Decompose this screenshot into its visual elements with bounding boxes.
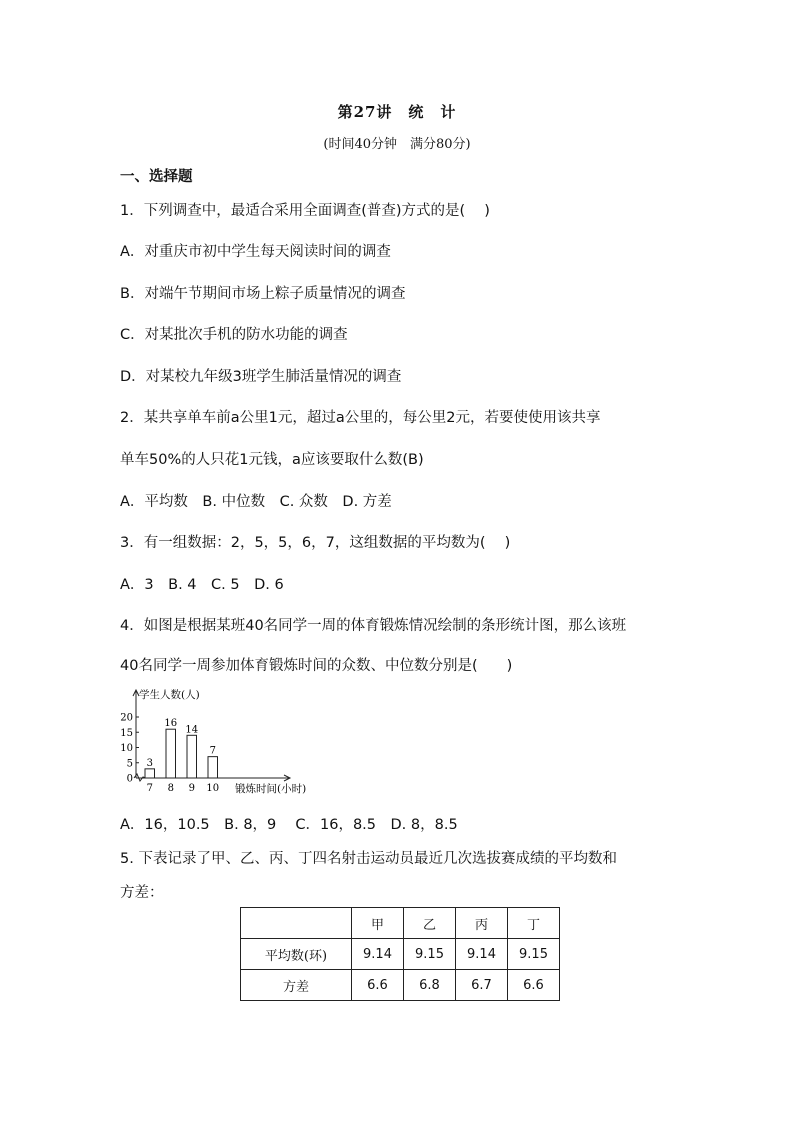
- y-tick-label: 20: [120, 712, 133, 724]
- q1-option-c: C．对某批次手机的防水功能的调查: [120, 327, 348, 343]
- q5-line2: 方差：: [120, 885, 164, 901]
- bar: [187, 735, 197, 778]
- table-header-cell: 丁: [508, 908, 560, 939]
- x-tick-label: 9: [188, 783, 195, 794]
- y-tick-label: 15: [120, 727, 133, 739]
- q1-option-d: D．对某校九年级3班学生肺活量情况的调查: [120, 369, 402, 385]
- table-cell: 方差: [241, 970, 352, 1001]
- y-tick-label: 0: [126, 773, 133, 785]
- table-row: [241, 970, 560, 1001]
- q5-line1: 5. 下表记录了甲、乙、丙、丁四名射击运动员最近几次选拔赛成绩的平均数和: [120, 851, 617, 867]
- table-cell: 6.6: [508, 970, 560, 1001]
- table-header-cell: [241, 908, 352, 939]
- table-cell: 6.8: [404, 970, 456, 1001]
- table-cell: 9.15: [508, 939, 560, 970]
- q3-stem: 3．有一组数据：2，5，5，6，7，这组数据的平均数为( ): [120, 535, 511, 551]
- table-cell: 6.6: [352, 970, 404, 1001]
- q2-line1: 2．某共享单车前a公里1元，超过a公里的，每公里2元，若要使使用该共享: [120, 410, 601, 426]
- y-tick-label: 10: [120, 743, 133, 754]
- scores-table: [240, 907, 560, 1001]
- data-label: 7: [209, 745, 216, 757]
- x-tick-label: 8: [167, 783, 174, 794]
- y-axis-label: 学生人数(人): [139, 689, 200, 701]
- x-tick-label: 10: [206, 783, 220, 794]
- q2-options: A．平均数 B. 中位数 C. 众数 D. 方差: [120, 494, 392, 510]
- x-tick-label: 7: [146, 783, 153, 794]
- table-cell: 平均数(环): [241, 939, 352, 970]
- q4-line2: 40名同学一周参加体育锻炼时间的众数、中位数分别是( ): [120, 658, 513, 674]
- table-header-row: [241, 908, 560, 939]
- bar: [208, 757, 218, 778]
- q1-option-b: B．对端午节期间市场上粽子质量情况的调查: [120, 286, 406, 302]
- chart-bars: [145, 729, 218, 778]
- y-tick-label: 5: [126, 758, 133, 770]
- q3-options: A．3 B. 4 C. 5 D. 6: [120, 577, 284, 593]
- table-cell: 9.14: [352, 939, 404, 970]
- table-header-cell: 丙: [456, 908, 508, 939]
- q4-options: A．16，10.5 B. 8，9 C．16，8.5 D. 8，8.5: [120, 817, 458, 833]
- bar: [166, 729, 176, 778]
- q4-line1: 4．如图是根据某班40名同学一周的体育锻炼情况绘制的条形统计图，那么该班: [120, 618, 627, 634]
- chart-labels: [120, 688, 306, 795]
- table-cell: 6.7: [456, 970, 508, 1001]
- table-header-cell: 甲: [352, 908, 404, 939]
- section-title: 一、选择题: [120, 169, 193, 185]
- q2-line2: 单车50%的人只花1元钱，a应该要取什么数(B): [120, 452, 424, 468]
- bar: [145, 769, 155, 778]
- q1-stem: 1．下列调查中，最适合采用全面调查(普查)方式的是( ): [120, 203, 490, 219]
- page-title: 第27讲 统 计: [337, 103, 457, 121]
- q1-option-a: A．对重庆市初中学生每天阅读时间的调查: [120, 244, 391, 260]
- x-axis-label: 锻炼时间(小时): [235, 783, 307, 795]
- data-label: 3: [146, 757, 153, 769]
- table-header-cell: 乙: [404, 908, 456, 939]
- table-row: [241, 939, 560, 970]
- table-cell: 9.14: [456, 939, 508, 970]
- data-label: 14: [185, 724, 199, 736]
- data-label: 16: [164, 718, 178, 730]
- bar-chart: [118, 684, 328, 799]
- page-subtitle: (时间40分钟 满分80分): [323, 137, 471, 152]
- table-cell: 9.15: [404, 939, 456, 970]
